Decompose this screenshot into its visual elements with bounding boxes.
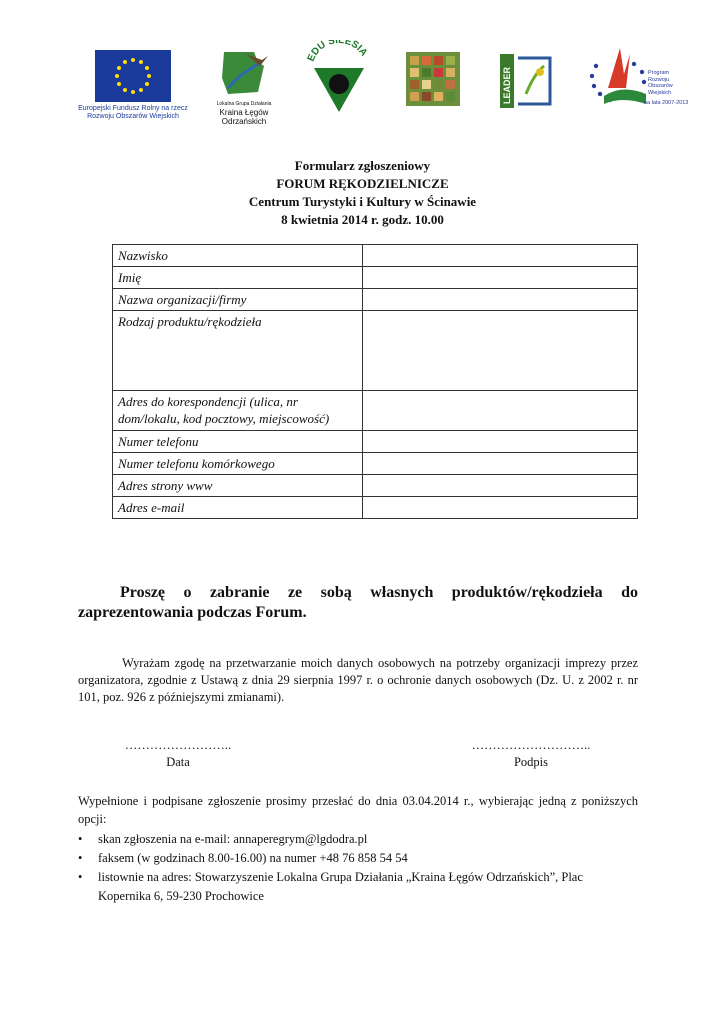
bullet-icon: • [78, 851, 83, 865]
prow-caption-4: Wiejskich [648, 89, 672, 96]
edu-silesia-logo [300, 40, 378, 119]
field-value-product-type[interactable] [363, 311, 638, 391]
leader-text: LEADER [502, 66, 512, 104]
title-line-1: Formularz zgłoszeniowy [294, 158, 431, 173]
tiles-icon [406, 52, 460, 106]
send-options-list [78, 830, 638, 906]
logo-row [0, 40, 725, 130]
lgd-caption-2: Kraina Łęgów [219, 108, 269, 117]
eu-caption-1: Europejski Fundusz Rolny na rzecz [78, 105, 188, 112]
date-dots: …………………….. [124, 738, 232, 752]
bring-products-notice [78, 583, 638, 623]
title-line-2: FORUM RĘKODZIELNICZE [276, 176, 449, 191]
field-value-mobile[interactable] [363, 453, 638, 475]
table-row [113, 497, 638, 519]
table-row [113, 431, 638, 453]
lgd-caption-1: Lokalna Grupa Działania [216, 101, 272, 107]
tiles-logo [406, 52, 462, 111]
table-row [113, 311, 638, 391]
option-email: skan zgłoszenia na e-mail: annaperegrym@lgdodra.pl [98, 832, 368, 846]
list-item [78, 868, 638, 906]
send-intro: Wypełnione i podpisane zgłoszenie prosimy przesłać do dnia 03.04.2014 r., wybierając jedną z poniższych opcji: [78, 794, 638, 826]
field-value-website[interactable] [363, 475, 638, 497]
field-label-email: Adres e-mail [113, 497, 363, 519]
leader-icon [500, 54, 552, 108]
leader-logo [500, 54, 556, 113]
field-label-address-line-1: Adres do korespondencji (ulica, nr [118, 394, 298, 409]
table-row [113, 391, 638, 431]
field-label-mobile: Numer telefonu komórkowego [113, 453, 363, 475]
date-signature-field[interactable] [118, 737, 238, 771]
table-row [113, 289, 638, 311]
bring-products-line-1: Proszę o zabranie ze sobą własnych produktów/rękodzieła do [120, 584, 638, 601]
lgd-caption-3: Odrzańskich [221, 117, 267, 126]
bring-products-line-2: zaprezentowania podczas Forum. [78, 604, 307, 621]
signature-dots: ……………………….. [471, 738, 591, 752]
date-label: Data [166, 755, 190, 769]
signature-field[interactable] [466, 737, 596, 771]
bullet-icon: • [78, 870, 83, 884]
data-consent [78, 655, 638, 706]
field-label-address [113, 391, 363, 431]
form-title [0, 157, 725, 229]
prow-caption-3: Obszarów [648, 83, 673, 89]
send-instructions [78, 792, 638, 906]
list-item [78, 830, 638, 849]
table-row [113, 245, 638, 267]
edu-silesia-icon [300, 40, 378, 114]
field-value-address[interactable] [363, 391, 638, 431]
table-row [113, 475, 638, 497]
option-fax: faksem (w godzinach 8.00-16.00) na numer +48 76 858 54 54 [98, 851, 408, 865]
heron-icon [218, 48, 270, 98]
lgd-logo [212, 48, 276, 126]
prow-caption-1: Program [648, 70, 670, 76]
bullet-icon: • [78, 832, 83, 846]
eu-logo [78, 50, 188, 121]
table-row [113, 267, 638, 289]
field-value-surname[interactable] [363, 245, 638, 267]
field-value-phone[interactable] [363, 431, 638, 453]
data-consent-text: Wyrażam zgodę na przetwarzanie moich danych osobowych na potrzeby organizacji imprezy przez organizatora, zgodnie z Ustawą z dnia 29 sierpnia 1997 r. o ochronie danych osobowych (Dz. U. z 2002 r. nr 101, poz. 926 z późniejszymi zmianami). [78, 656, 638, 704]
field-label-surname: Nazwisko [113, 245, 363, 267]
prow-caption-2: Rozwoju [648, 76, 670, 83]
field-label-product-type: Rodzaj produktu/rękodzieła [113, 311, 363, 391]
registration-form-table [112, 244, 638, 519]
eu-caption-2: Rozwoju Obszarów Wiejskich [87, 113, 179, 120]
field-label-phone: Numer telefonu [113, 431, 363, 453]
option-mail: listownie na adres: Stowarzyszenie Lokalna Grupa Działania „Kraina Łęgów Odrzańskich”, Plac Kopernika 6, 59-230 Prochowice [98, 870, 583, 903]
field-value-email[interactable] [363, 497, 638, 519]
eu-flag-icon [95, 50, 171, 102]
list-item [78, 849, 638, 868]
prow-icon [586, 44, 650, 110]
table-row [113, 453, 638, 475]
signature-label: Podpis [513, 755, 549, 769]
field-label-address-line-2: dom/lokalu, kod pocztowy, miejscowość) [118, 411, 330, 426]
field-value-organization[interactable] [363, 289, 638, 311]
title-line-4: 8 kwietnia 2014 r. godz. 10.00 [281, 212, 444, 227]
field-label-organization: Nazwa organizacji/firmy [113, 289, 363, 311]
field-label-first-name: Imię [113, 267, 363, 289]
prow-caption-5: na lata 2007-2013 [644, 100, 689, 106]
edu-silesia-text: EDU SILESIA [305, 40, 370, 64]
field-label-website: Adres strony www [113, 475, 363, 497]
field-value-first-name[interactable] [363, 267, 638, 289]
title-line-3: Centrum Turystyki i Kultury w Ścinawie [248, 194, 477, 209]
